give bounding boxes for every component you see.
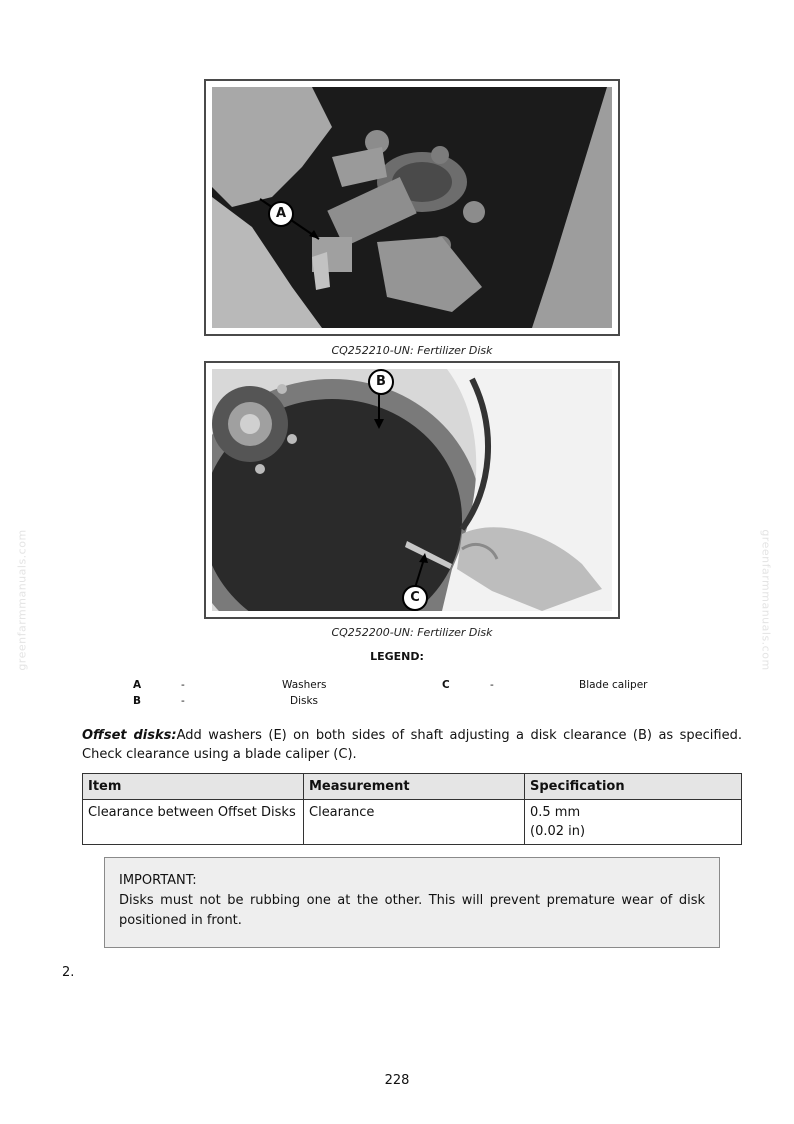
instruction-paragraph	[82, 726, 742, 764]
legend-letter-c: C	[442, 679, 450, 691]
callout-b: B	[368, 369, 394, 395]
paragraph-lead: Offset disks:	[82, 728, 177, 743]
header-specification: Specification	[525, 774, 742, 800]
cell-measurement: Clearance	[304, 800, 525, 845]
spec-imperial: (0.02 in)	[530, 824, 586, 839]
legend-letter-b: B	[133, 695, 142, 707]
page-number: 228	[384, 1073, 410, 1088]
figure-fertilizer-disk-caliper	[204, 361, 620, 619]
header-measurement: Measurement	[304, 774, 525, 800]
legend-dash-b: -	[181, 695, 185, 707]
legend-dash-c: -	[490, 679, 494, 691]
figure-caption-1: CQ252210-UN: Fertilizer Disk	[331, 344, 493, 357]
cell-item: Clearance between Offset Disks	[83, 800, 304, 845]
callout-a: A	[268, 201, 294, 227]
important-note	[104, 857, 720, 948]
legend-label-c: Blade caliper	[579, 679, 648, 691]
watermark-right: greenfarmmanuals.com	[759, 529, 773, 671]
note-title: IMPORTANT:	[119, 873, 197, 888]
legend-letter-a: A	[133, 679, 142, 691]
callout-c: C	[402, 585, 428, 611]
legend-label-b: Disks	[290, 695, 319, 707]
paragraph-text: Add washers (E) on both sides of shaft adjusting a disk clearance (B) as specified. Check clearance using a blade caliper (C).	[82, 728, 742, 762]
cell-specification	[525, 800, 742, 845]
header-item: Item	[83, 774, 304, 800]
spec-metric: 0.5 mm	[530, 805, 581, 820]
table-row	[83, 800, 742, 845]
specification-table	[82, 773, 742, 845]
legend-dash-a: -	[181, 679, 185, 691]
watermark-left: greenfarmmanuals.com	[15, 529, 29, 671]
figure-caption-2: CQ252200-UN: Fertilizer Disk	[331, 626, 493, 639]
note-text: Disks must not be rubbing one at the other. This will prevent premature wear of disk positioned in front.	[119, 893, 705, 928]
step-number: 2.	[62, 965, 75, 980]
figure-fertilizer-disk-washers	[204, 79, 620, 336]
table-header-row	[83, 774, 742, 800]
legend-label-a: Washers	[282, 679, 327, 691]
legend-title: LEGEND:	[370, 650, 424, 663]
photo-disk-blade-caliper	[212, 369, 612, 611]
